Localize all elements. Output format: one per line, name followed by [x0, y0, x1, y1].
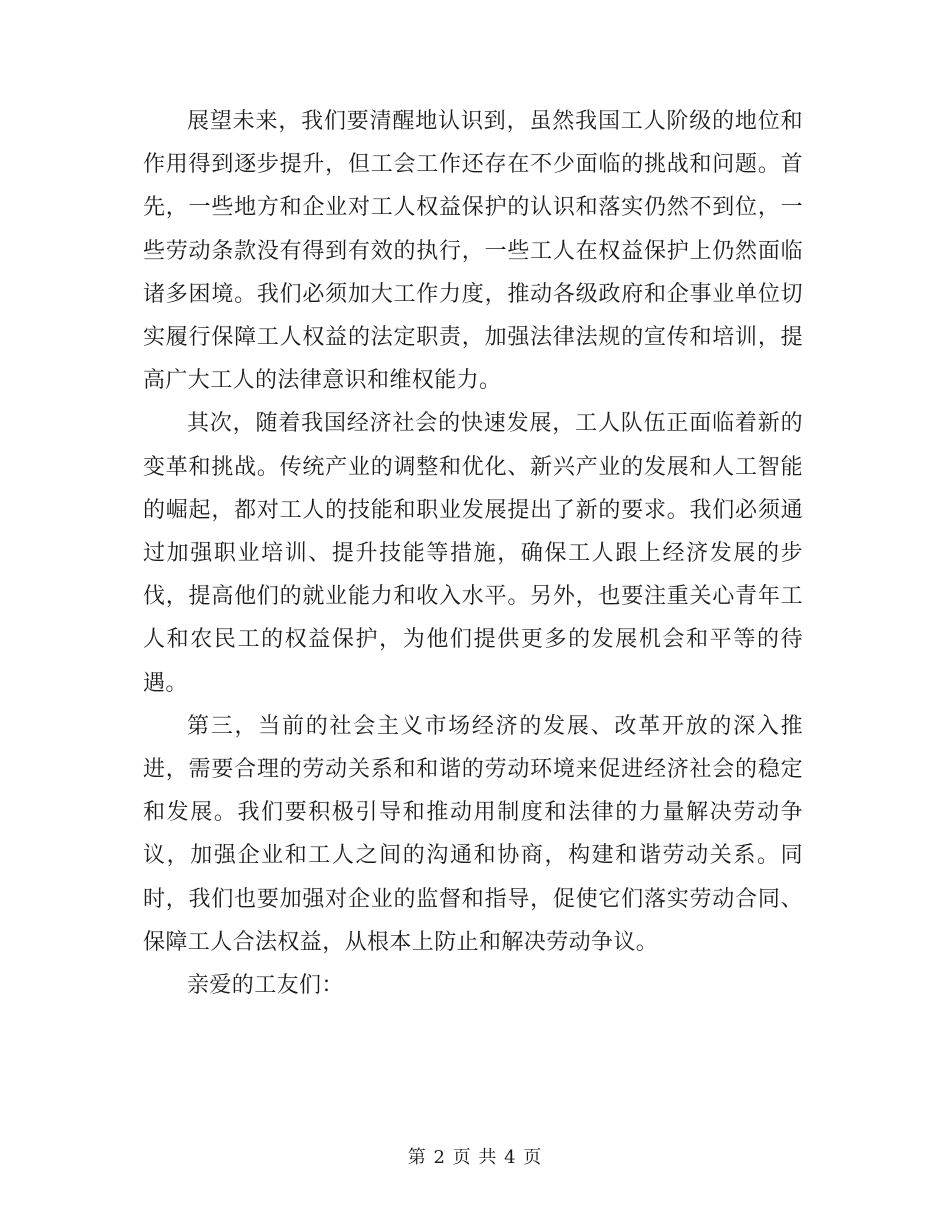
page-number-footer: 第 2 页 共 4 页 — [407, 1147, 543, 1168]
paragraph-salutation: 亲爱的工友们： — [187, 973, 344, 999]
document-body — [143, 100, 803, 1007]
paragraph-outlook: 展望未来，我们要清醒地认识到，虽然我国工人阶级的地位和作用得到逐步提升，但工会工作还存在不少面临的挑战和问题。首先，一些地方和企业对工人权益保护的认识和落实仍然不到位，一些劳动条款没有得到有效的执行，一些工人在权益保护上仍然面临诸多困境。我们必须加大工作力度，推动各级政府和企事业单位切实履行保障工人权益的法定职责，加强法律法规的宣传和培训，提高广大工人的法律意识和维权能力。 — [143, 109, 803, 394]
paragraph-second: 其次，随着我国经济社会的快速发展，工人队伍正面临着新的变革和挑战。传统产业的调整和优化、新兴产业的发展和人工智能的崛起，都对工人的技能和职业发展提出了新的要求。我们必须通过加强职业培训、提升技能等措施，确保工人跟上经济发展的步伐，提高他们的就业能力和收入水平。另外，也要注重关心青年工人和农民工的权益保护，为他们提供更多的发展机会和平等的待遇。 — [143, 411, 803, 696]
paragraph-third: 第三，当前的社会主义市场经济的发展、改革开放的深入推进，需要合理的劳动关系和和谐的劳动环境来促进经济社会的稳定和发展。我们要积极引导和推动用制度和法律的力量解决劳动争议，加强企业和工人之间的沟通和协商，构建和谐劳动关系。同时，我们也要加强对企业的监督和指导，促使它们落实劳动合同、保障工人合法权益，从根本上防止和解决劳动争议。 — [143, 713, 803, 955]
